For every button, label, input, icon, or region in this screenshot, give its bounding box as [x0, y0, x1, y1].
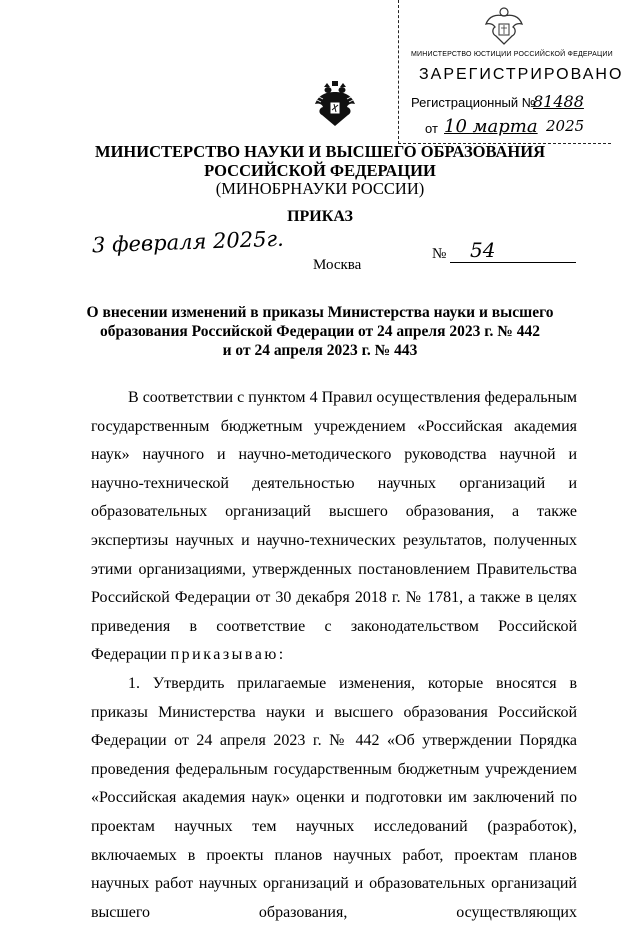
stamp-emblem-icon	[484, 4, 524, 48]
ministry-name-line2: РОССИЙСКОЙ ФЕДЕРАЦИИ	[204, 161, 436, 180]
order-number-handwritten: 54	[470, 238, 496, 262]
coat-of-arms-icon	[313, 80, 357, 128]
stamp-ministry-text: МИНИСТЕРСТВО ЮСТИЦИИ РОССИЙСКОЙ ФЕДЕРАЦИИ	[411, 51, 613, 58]
stamp-reg-date: 10 марта	[444, 116, 538, 137]
order-word: приказываю:	[170, 646, 286, 664]
subject-line3: и от 24 апреля 2023 г. № 443	[222, 342, 418, 359]
body-paragraph-1	[91, 384, 577, 670]
order-number-line	[450, 262, 576, 263]
order-body	[91, 384, 577, 927]
stamp-registered-text: ЗАРЕГИСТРИРОВАНО	[419, 66, 624, 83]
body-paragraph-2: 1. Утвердить прилагаемые изменения, которые вносятся в приказы Министерства науки и высшего образования Российской Федерации от 24 апреля 2023 г. № 442 «Об утверждении Порядка проведения федеральным государственным бюджетным учреждением «Российская академия наук» оценки и подготовки им заключений по проектам научных тем научных исследований (разработок), включаемых в проекты планов научных работ, проектам планов научных работ научных организаций и образовательных организаций высшего образования, осуществляющих	[91, 674, 577, 921]
order-date-handwritten: 3 февраля 2025г.	[91, 226, 285, 258]
stamp-reg-number-label: Регистрационный №	[411, 95, 536, 110]
stamp-reg-year: 2025	[546, 117, 585, 135]
paragraph-1-text: В соответствии с пунктом 4 Правил осуществления федеральным государственным бюджетным учреждением «Российская академия наук» научного и научно-методического руководства научной и научно-технической деятельностью научных организаций и образовательных организаций высшего образования, а также экспертизы научных и научно-технических результатов, полученных этими организациями, утвержденных постановлением Правительства Российской Федерации от 30 декабря 2018 г. № 1781, а также в целях приведения в соответствие с законодательством Российской Федерации	[91, 389, 577, 664]
registration-stamp	[398, 0, 624, 144]
order-city: Москва	[313, 257, 362, 273]
order-number-label: №	[432, 246, 447, 262]
stamp-from-label: от	[425, 121, 438, 136]
ministry-short-name: (МИНОБРНАУКИ РОССИИ)	[215, 179, 425, 198]
order-subject	[80, 303, 560, 360]
subject-line1: О внесении изменений в приказы Министерства науки и высшего	[86, 304, 554, 321]
ministry-name-line1: МИНИСТЕРСТВО НАУКИ И ВЫСШЕГО ОБРАЗОВАНИЯ	[95, 142, 545, 161]
stamp-reg-number: 81488	[533, 92, 584, 111]
order-title: ПРИКАЗ	[287, 208, 353, 225]
subject-line2: образования Российской Федерации от 24 апреля 2023 г. № 442	[100, 323, 540, 340]
